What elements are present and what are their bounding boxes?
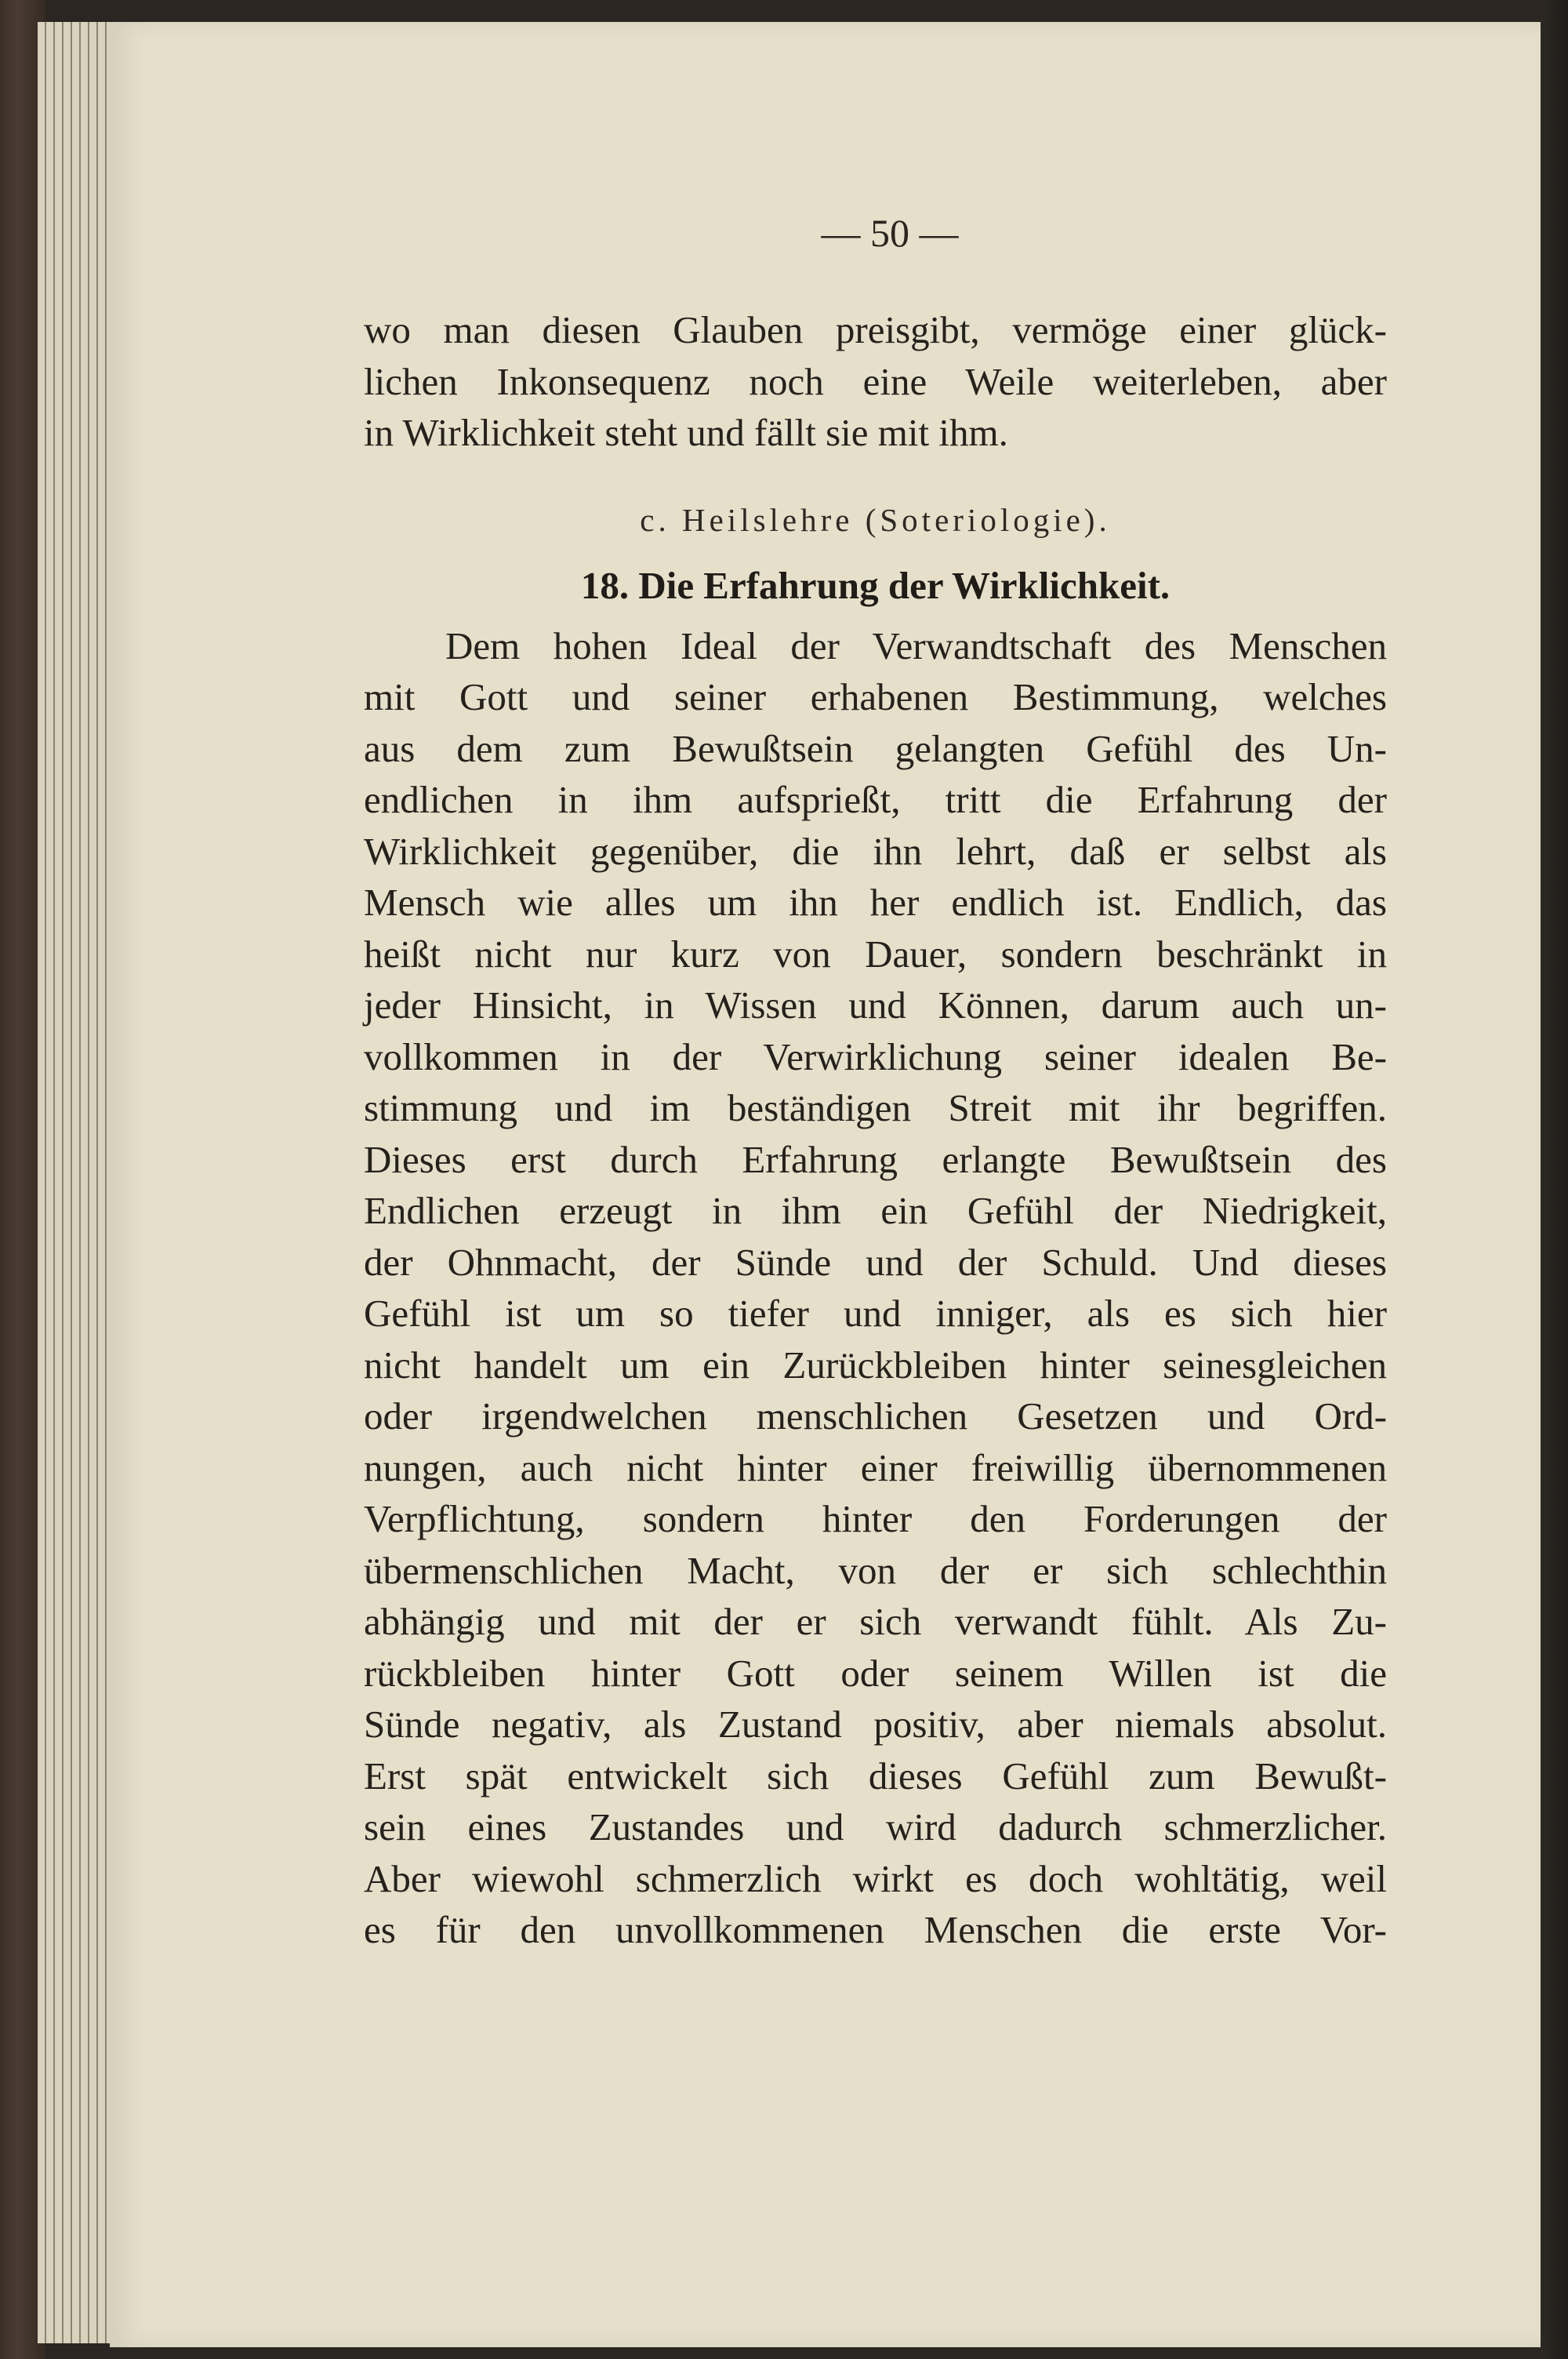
- text-line: endlichen in ihm aufsprießt, tritt die Erfahrung der: [364, 778, 1387, 821]
- text-line: Mensch wie alles um ihn her endlich ist. Endlich, das: [364, 881, 1387, 924]
- text-line: Dieses erst durch Erfahrung erlangte Bewußtsein des: [364, 1137, 1387, 1181]
- text-line: es für den unvollkommenen Menschen die erste Vor-: [364, 1908, 1387, 1951]
- text-line: vollkommen in der Verwirklichung seiner idealen Be-: [364, 1034, 1387, 1078]
- text-line: Verpflichtung, sondern hinter den Forderungen der: [364, 1497, 1387, 1540]
- body-paragraph: [364, 620, 1387, 1956]
- text-line: Aber wiewohl schmerzlich wirkt es doch wohltätig, weil: [364, 1856, 1387, 1900]
- text-line: in Wirklichkeit steht und fällt sie mit ihm.: [364, 411, 1008, 454]
- text-line: sein eines Zustandes und wird dadurch schmerzlicher.: [364, 1805, 1387, 1848]
- text-line: Sünde negativ, als Zustand positiv, aber niemals absolut.: [364, 1703, 1387, 1746]
- text-line: nicht handelt um ein Zurückbleiben hinter seinesgleichen: [364, 1343, 1387, 1387]
- text-line: wo man diesen Glauben preisgibt, vermöge einer glück-: [364, 308, 1387, 351]
- text-line: heißt nicht nur kurz von Dauer, sondern beschränkt in: [364, 932, 1387, 976]
- text-line: übermenschlichen Macht, von der er sich schlechthin: [364, 1548, 1387, 1592]
- intro-paragraph: [364, 304, 1387, 459]
- text-line: nungen, auch nicht hinter einer freiwillig übernommenen: [364, 1445, 1387, 1489]
- text-line: Wirklichkeit gegenüber, die ihn lehrt, daß er selbst als: [364, 829, 1387, 873]
- text-block: [364, 304, 1387, 1956]
- text-line: Dem hohen Ideal der Verwandtschaft des Menschen: [445, 623, 1387, 667]
- text-line: Endlichen erzeugt in ihm ein Gefühl der Niedrigkeit,: [364, 1189, 1387, 1232]
- text-line: der Ohnmacht, der Sünde und der Schuld. Und dieses: [364, 1240, 1387, 1284]
- section-label: c. Heilslehre (Soteriologie).: [640, 501, 1111, 538]
- text-line: stimmung und im beständigen Streit mit ihr begriffen.: [364, 1086, 1387, 1129]
- text-line: rückbleiben hinter Gott oder seinem Willen ist die: [364, 1651, 1387, 1695]
- scan-border: [1541, 0, 1568, 2359]
- text-line: oder irgendwelchen menschlichen Gesetzen und Ord-: [364, 1394, 1387, 1438]
- text-line: jeder Hinsicht, in Wissen und Können, darum auch un-: [364, 983, 1387, 1027]
- text-line: aus dem zum Bewußtsein gelangten Gefühl des Un-: [364, 726, 1387, 770]
- text-line: mit Gott und seiner erhabenen Bestimmung, welches: [364, 675, 1387, 718]
- page-number: — 50 —: [821, 211, 959, 255]
- section-heading: 18. Die Erfahrung der Wirklichkeit.: [580, 563, 1171, 607]
- text-line: Erst spät entwickelt sich dieses Gefühl zum Bewußt-: [364, 1754, 1387, 1797]
- text-line: lichen Inkonsequenz noch eine Weile weiterleben, aber: [364, 359, 1387, 403]
- text-line: Gefühl ist um so tiefer und inniger, als es sich hier: [364, 1292, 1387, 1335]
- text-line: abhängig und mit der er sich verwandt fühlt. Als Zu-: [364, 1600, 1387, 1643]
